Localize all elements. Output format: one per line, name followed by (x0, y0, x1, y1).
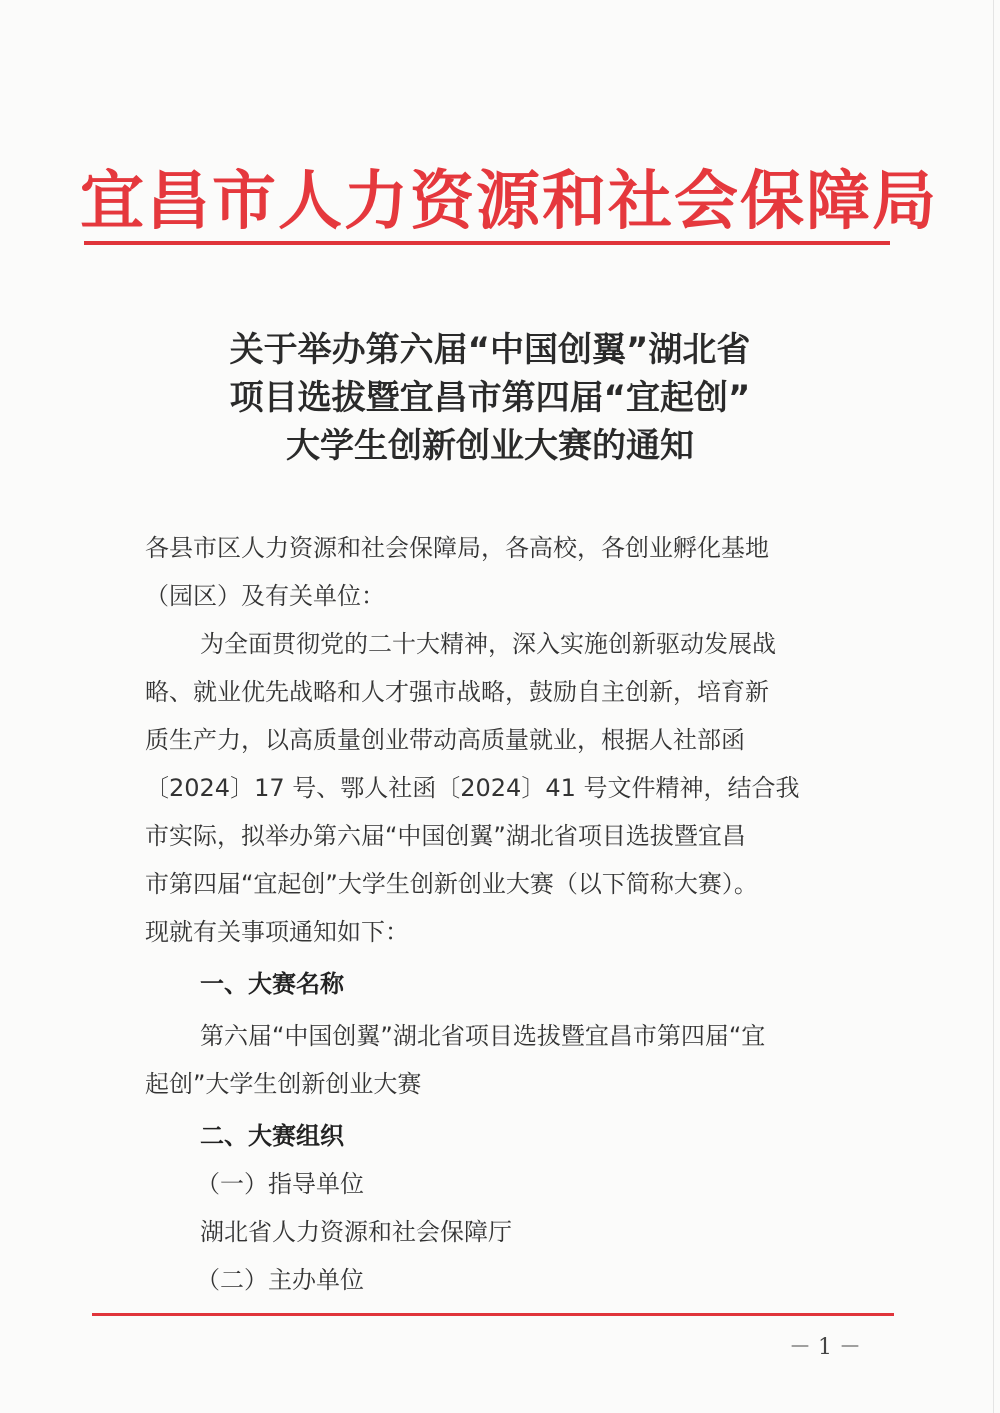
document-title (120, 326, 860, 470)
section-heading: 二、大赛组织 (200, 1122, 344, 1150)
subsection-heading: （二）主办单位 (196, 1266, 364, 1294)
page-number: － 1 － (789, 1335, 861, 1360)
letterhead-organization: 宜昌市人力资源和社会保障局 (80, 164, 938, 239)
intro-line: 略、就业优先战略和人才强市战略，鼓励自主创新，培育新 (145, 678, 769, 706)
intro-line: 市实际，拟举办第六届“中国创翼”湖北省项目选拔暨宜昌 (145, 822, 746, 850)
addressee-line: （园区）及有关单位： (145, 582, 385, 610)
intro-line: 为全面贯彻党的二十大精神，深入实施创新驱动发展战 (200, 630, 776, 658)
title-line: 大学生创新创业大赛的通知 (286, 426, 694, 466)
intro-line: 质生产力，以高质量创业带动高质量就业，根据人社部函 (145, 726, 745, 754)
subsection-text: 湖北省人力资源和社会保障厅 (200, 1218, 512, 1246)
section-heading: 一、大赛名称 (200, 970, 344, 998)
footer-red-rule (92, 1313, 894, 1316)
intro-line: 〔2024〕17 号、鄂人社函〔2024〕41 号文件精神，结合我 (145, 774, 800, 802)
intro-line: 市第四届“宜起创”大学生创新创业大赛（以下简称大赛）。 (145, 870, 758, 898)
section-text-line: 起创”大学生创新创业大赛 (145, 1070, 422, 1098)
title-line: 项目选拔暨宜昌市第四届“宜起创” (229, 378, 751, 418)
intro-line: 现就有关事项通知如下： (145, 918, 409, 946)
addressee-line: 各县市区人力资源和社会保障局，各高校，各创业孵化基地 (145, 534, 769, 562)
section-text-line: 第六届“中国创翼”湖北省项目选拔暨宜昌市第四届“宜 (200, 1022, 766, 1050)
title-line: 关于举办第六届“中国创翼”湖北省 (229, 330, 751, 370)
letterhead-red-rule (84, 241, 890, 245)
subsection-heading: （一）指导单位 (196, 1170, 364, 1198)
page-edge (993, 0, 994, 1413)
